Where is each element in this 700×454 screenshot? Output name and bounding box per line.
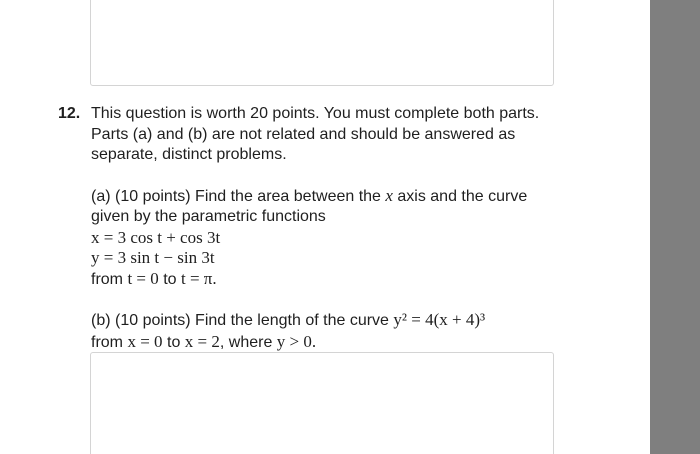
spacer [91, 166, 558, 186]
range-start: x = 0 [127, 331, 163, 351]
part-a-text-before: (a) (10 points) Find the area between the [91, 187, 386, 205]
part-a-prompt [91, 186, 558, 228]
where-label: , where [219, 333, 277, 351]
part-b-range [91, 332, 558, 354]
range-start: t = 0 [127, 268, 159, 288]
to-label: to [162, 333, 185, 351]
part-a-var-x: x [385, 185, 393, 205]
from-label: from [91, 333, 128, 351]
range-end: t = π. [181, 268, 217, 288]
spacer [91, 290, 558, 310]
answer-box-previous[interactable] [90, 0, 554, 86]
curve-equation: y² = 4(x + 4)³ [393, 310, 486, 329]
from-label: from [91, 270, 128, 288]
equation-y: y = 3 sin t − sin 3t [91, 248, 215, 267]
scrollbar-track[interactable] [650, 0, 700, 454]
range-end: x = 2 [184, 331, 220, 351]
to-label: to [158, 270, 181, 288]
question-number: 12. [58, 105, 81, 122]
equation-x: x = 3 cos t + cos 3t [91, 227, 221, 247]
answer-box[interactable] [90, 352, 554, 454]
question-intro: This question is worth 20 points. You must complete both parts. Parts (a) and (b) are not related and should be answered as separate, distinct problems. [91, 105, 540, 163]
condition: y > 0. [276, 331, 317, 351]
part-a-text-after: axis and the curve given by the parametric functions [91, 187, 528, 225]
question-body [91, 104, 558, 353]
question-12 [58, 104, 558, 353]
part-b-text-before: (b) (10 points) Find the length of the curve [91, 312, 394, 329]
part-a-range [91, 269, 558, 291]
part-b-prompt [91, 310, 558, 332]
